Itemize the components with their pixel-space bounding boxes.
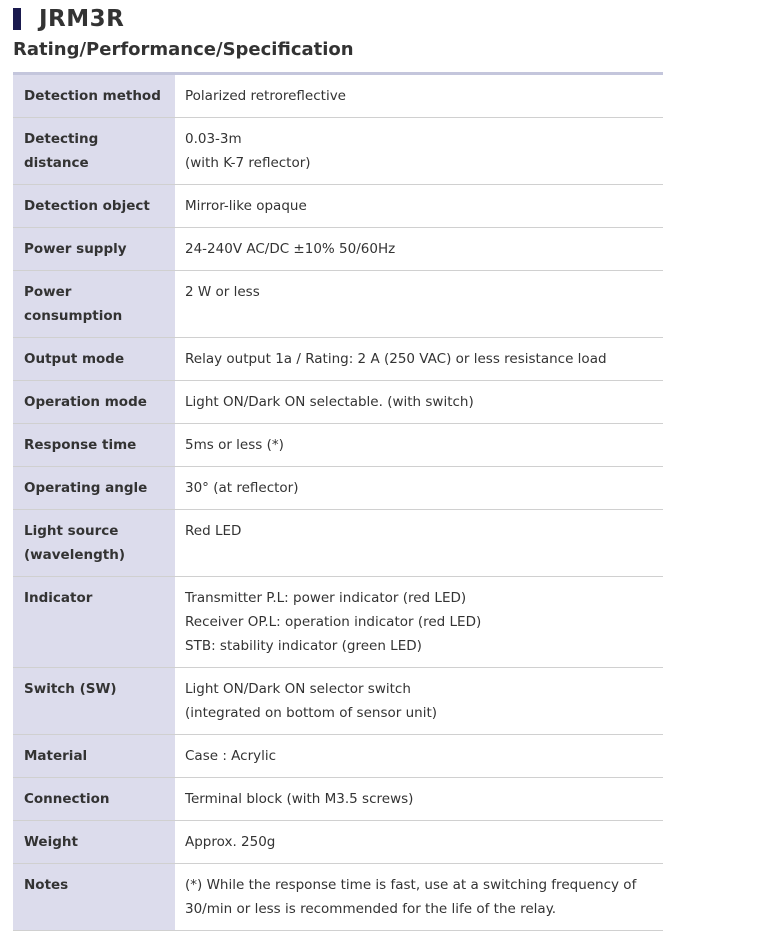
spec-value-line: Mirror-like opaque — [185, 198, 307, 214]
spec-row — [13, 338, 663, 381]
spec-value — [175, 185, 663, 228]
spec-value — [175, 228, 663, 271]
spec-label: Material — [13, 735, 175, 778]
spec-value — [175, 735, 663, 778]
spec-label: Response time — [13, 424, 175, 467]
spec-label: Switch (SW) — [13, 668, 175, 735]
spec-value — [175, 338, 663, 381]
spec-value — [175, 864, 663, 931]
spec-label: Operating angle — [13, 467, 175, 510]
spec-value — [175, 821, 663, 864]
spec-row — [13, 467, 663, 510]
spec-label: Detection method — [13, 75, 175, 118]
spec-label: Indicator — [13, 577, 175, 668]
spec-row — [13, 735, 663, 778]
spec-value-line: (integrated on bottom of sensor unit) — [185, 705, 438, 721]
model-header — [13, 4, 124, 34]
spec-value — [175, 510, 663, 577]
spec-value — [175, 271, 663, 338]
spec-label: Weight — [13, 821, 175, 864]
model-title: JRM3R — [39, 6, 125, 32]
spec-label: Connection — [13, 778, 175, 821]
spec-row — [13, 424, 663, 467]
spec-label: Power supply — [13, 228, 175, 271]
section-title: Rating/Performance/Specification — [13, 39, 354, 60]
spec-value-line: (*) While the response time is fast, use at a switching frequency of — [185, 877, 637, 893]
spec-value-line: Polarized retroreflective — [185, 88, 346, 104]
spec-value-line: 5ms or less (*) — [185, 437, 284, 453]
spec-value-line: Light ON/Dark ON selector switch — [185, 681, 411, 697]
spec-row — [13, 185, 663, 228]
spec-label: Notes — [13, 864, 175, 931]
spec-row — [13, 381, 663, 424]
spec-value-line: 24-240V AC/DC ±10% 50/60Hz — [185, 241, 396, 257]
spec-value — [175, 467, 663, 510]
spec-value — [175, 668, 663, 735]
spec-value — [175, 577, 663, 668]
spec-row — [13, 668, 663, 735]
accent-bar — [13, 8, 21, 30]
spec-value-line: (with K-7 reflector) — [185, 155, 311, 171]
spec-value-line: Terminal block (with M3.5 screws) — [185, 791, 414, 807]
spec-row — [13, 271, 663, 338]
spec-row — [13, 75, 663, 118]
spec-value-line: Approx. 250g — [185, 834, 276, 850]
spec-label: Operation mode — [13, 381, 175, 424]
spec-value — [175, 381, 663, 424]
spec-label: Power consumption — [13, 271, 175, 338]
spec-label: Detection object — [13, 185, 175, 228]
spec-value-line: 2 W or less — [185, 284, 260, 300]
spec-table-body — [13, 75, 663, 931]
spec-value — [175, 118, 663, 185]
spec-value-line: 30/min or less is recommended for the life of the relay. — [185, 901, 557, 917]
spec-row — [13, 821, 663, 864]
spec-row — [13, 228, 663, 271]
spec-value — [175, 75, 663, 118]
spec-value-line: 0.03-3m — [185, 131, 242, 147]
spec-label: Light source (wavelength) — [13, 510, 175, 577]
spec-value-line: STB: stability indicator (green LED) — [185, 638, 422, 654]
spec-row — [13, 864, 663, 931]
spec-row — [13, 577, 663, 668]
spec-value-line: 30° (at reflector) — [185, 480, 299, 496]
spec-row — [13, 118, 663, 185]
spec-value — [175, 778, 663, 821]
spec-value-line: Relay output 1a / Rating: 2 A (250 VAC) or less resistance load — [185, 351, 607, 367]
spec-label: Output mode — [13, 338, 175, 381]
spec-row — [13, 778, 663, 821]
spec-label: Detecting distance — [13, 118, 175, 185]
spec-value — [175, 424, 663, 467]
spec-value-line: Red LED — [185, 523, 242, 539]
spec-value-line: Case : Acrylic — [185, 748, 277, 764]
spec-table — [13, 75, 663, 931]
spec-value-line: Receiver OP.L: operation indicator (red LED) — [185, 614, 482, 630]
spec-row — [13, 510, 663, 577]
spec-value-line: Light ON/Dark ON selectable. (with switch) — [185, 394, 474, 410]
spec-value-line: Transmitter P.L: power indicator (red LED) — [185, 590, 467, 606]
